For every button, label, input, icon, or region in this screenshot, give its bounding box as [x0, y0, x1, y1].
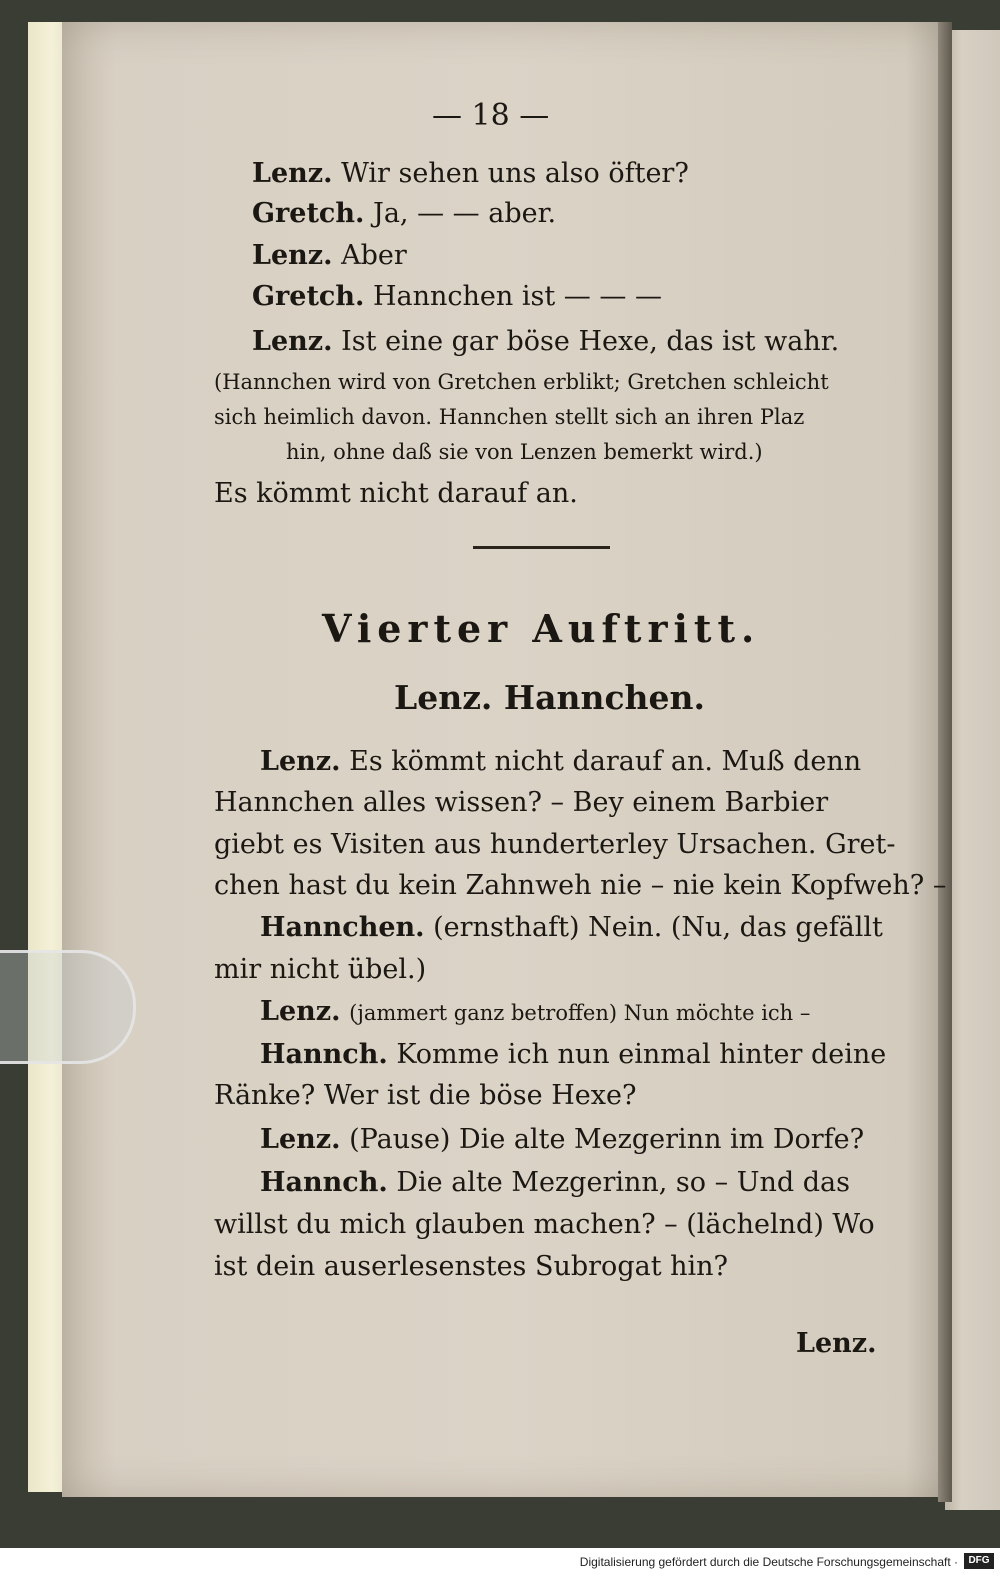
catchword: Lenz. [796, 1328, 877, 1359]
dialogue-line [252, 158, 689, 189]
scene-title: Vierter Auftritt. [322, 606, 761, 651]
line-text: (Pause) Die alte Mezgerinn im Dorfe? [349, 1124, 865, 1155]
page-number: — 18 — [432, 98, 550, 133]
dialogue-line: mir nicht übel.) [214, 954, 427, 985]
dialogue-line: giebt es Visiten aus hunderterley Ursachen. Gret- [214, 829, 896, 860]
book-gutter [938, 22, 952, 1502]
speaker: Lenz. [260, 1124, 341, 1155]
speaker: Lenz. [252, 240, 333, 271]
dialogue-line: ist dein auserlesenstes Subrogat hin? [214, 1251, 729, 1282]
dialogue-line [260, 1039, 886, 1070]
speaker: Hannchen. [260, 912, 425, 943]
section-rule [473, 546, 610, 549]
speaker: Hannch. [260, 1167, 388, 1198]
dialogue-line: Ränke? Wer ist die böse Hexe? [214, 1080, 637, 1111]
scene-characters: Lenz. Hannchen. [394, 678, 706, 717]
speaker: Lenz. [260, 996, 341, 1027]
line-text: (jammert ganz betroffen) Nun möchte ich – [349, 1001, 811, 1025]
dialogue-line [260, 1167, 850, 1198]
dfg-logo: DFG [964, 1553, 994, 1569]
dialogue-line: Es kömmt nicht darauf an. [214, 478, 578, 509]
dialogue-line [252, 240, 407, 271]
line-text: Ja, — — aber. [373, 198, 557, 229]
speaker: Lenz. [252, 326, 333, 357]
dialogue-line [252, 326, 839, 357]
dialogue-line [260, 912, 883, 943]
page-clip [0, 950, 136, 1064]
line-text: Die alte Mezgerinn, so – Und das [396, 1167, 850, 1198]
speaker: Lenz. [252, 158, 333, 189]
line-text: Hannchen ist — — — [373, 281, 662, 312]
speaker: Gretch. [252, 198, 365, 229]
dialogue-line [252, 198, 556, 229]
dialogue-line: willst du mich glauben machen? – (lächelnd) Wo [214, 1209, 875, 1240]
facing-page-edge [945, 30, 1000, 1510]
speaker: Lenz. [260, 746, 341, 777]
speaker: Hannch. [260, 1039, 388, 1070]
dialogue-line [260, 996, 810, 1027]
speaker: Gretch. [252, 281, 365, 312]
dialogue-line [260, 1124, 864, 1155]
line-text: (ernsthaft) Nein. (Nu, das gefällt [433, 912, 883, 943]
stage-direction: hin, ohne daß sie von Lenzen bemerkt wird.) [286, 440, 763, 464]
stage-direction: (Hannchen wird von Gretchen erblikt; Gretchen schleicht [214, 370, 829, 394]
dialogue-line: Hannchen alles wissen? – Bey einem Barbier [214, 787, 829, 818]
line-text: Wir sehen uns also öfter? [341, 158, 689, 189]
line-text: Komme ich nun einmal hinter deine [396, 1039, 887, 1070]
dialogue-line [260, 746, 861, 777]
dialogue-line: chen hast du kein Zahnweh nie – nie kein Kopfweh? – [214, 870, 947, 901]
stage-direction: sich heimlich davon. Hannchen stellt sich an ihren Plaz [214, 405, 805, 429]
dialogue-line [252, 281, 662, 312]
footer-credit: Digitalisierung gefördert durch die Deutsche Forschungsgemeinschaft · [579, 1555, 958, 1569]
line-text: Ist eine gar böse Hexe, das ist wahr. [341, 326, 840, 357]
line-text: Es kömmt nicht darauf an. Muß denn [349, 746, 862, 777]
line-text: Aber [341, 240, 407, 271]
